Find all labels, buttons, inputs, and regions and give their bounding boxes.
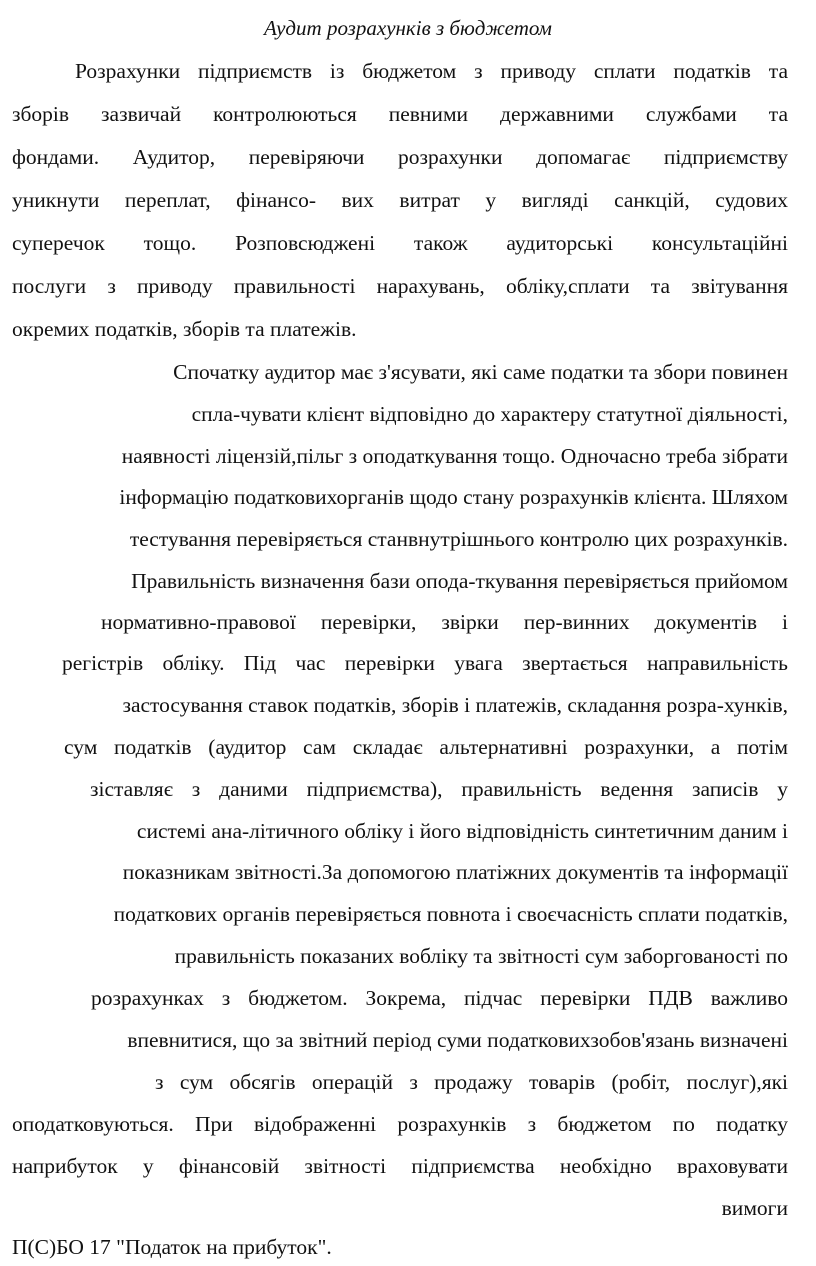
text-line: системі ана-літичного обліку і його відповідність синтетичним даним і — [136, 819, 788, 843]
text-line: зборів зазвичай контролюються певними державними службами та — [12, 102, 788, 126]
text-line: правильність показаних вобліку та звітності сум заборгованості по — [174, 944, 788, 968]
text-line: суперечок тощо. Розповсюджені також аудиторські консультаційні — [12, 231, 788, 255]
text-line: з сум обсягів операцій з продажу товарів (робіт, послуг),які — [155, 1070, 788, 1094]
text-line: зіставляє з даними підприємства), правильність ведення записів у — [90, 777, 788, 801]
text-line: регістрів обліку. Під час перевірки увага звертається направильність — [62, 651, 788, 675]
text-line: П(С)БО 17 "Податок на прибуток". — [12, 1235, 332, 1259]
text-line: послуги з приводу правильності нарахувань, обліку,сплати та звітування — [12, 274, 788, 298]
text-line: спла-чувати клієнт відповідно до характеру статутної діяльності, — [191, 402, 788, 426]
text-line: показникам звітності.За допомогою платіжних документів та інформації — [122, 860, 788, 884]
text-line: фондами. Аудитор, перевіряючи розрахунки допомагає підприємству — [12, 145, 788, 169]
text-line: інформацію податковихорганів щодо стану розрахунків клієнта. Шляхом — [119, 485, 788, 509]
text-line: оподатковуються. При відображенні розрахунків з бюджетом по податку — [12, 1112, 788, 1136]
text-line: тестування перевіряється станвнутрішнього контролю цих розрахунків. — [129, 527, 788, 551]
text-line: вимоги — [721, 1196, 788, 1220]
text-line: наприбуток у фінансовій звітності підприємства необхідно враховувати — [12, 1154, 788, 1178]
text-line: Правильність визначення бази опода-ткування перевіряється прийомом — [131, 569, 788, 593]
text-line: окремих податків, зборів та платежів. — [12, 317, 357, 341]
text-line: Спочатку аудитор має з'ясувати, які саме податки та збори повинен — [173, 360, 788, 384]
text-line: податкових органів перевіряється повнота і своєчасність сплати податків, — [113, 902, 788, 926]
text-line: уникнути переплат, фінансо- вих витрат у вигляді санкцій, судових — [12, 188, 788, 212]
text-line: розрахунках з бюджетом. Зокрема, підчас перевірки ПДВ важливо — [91, 986, 788, 1010]
text-line: сум податків (аудитор сам складає альтернативні розрахунки, а потім — [64, 735, 788, 759]
text-line: впевнитися, що за звітний період суми податковихзобов'язань визначені — [127, 1028, 788, 1052]
text-line: застосування ставок податків, зборів і платежів, складання розра-хунків, — [122, 693, 788, 717]
text-line: нормативно-правової перевірки, звірки пер-винних документів і — [101, 610, 788, 634]
document-title: Аудит розрахунків з бюджетом — [264, 16, 552, 40]
text-line: Розрахунки підприємств із бюджетом з приводу сплати податків та — [75, 59, 788, 83]
text-line: наявності ліцензій,пільг з оподаткування тощо. Одночасно треба зібрати — [121, 444, 788, 468]
